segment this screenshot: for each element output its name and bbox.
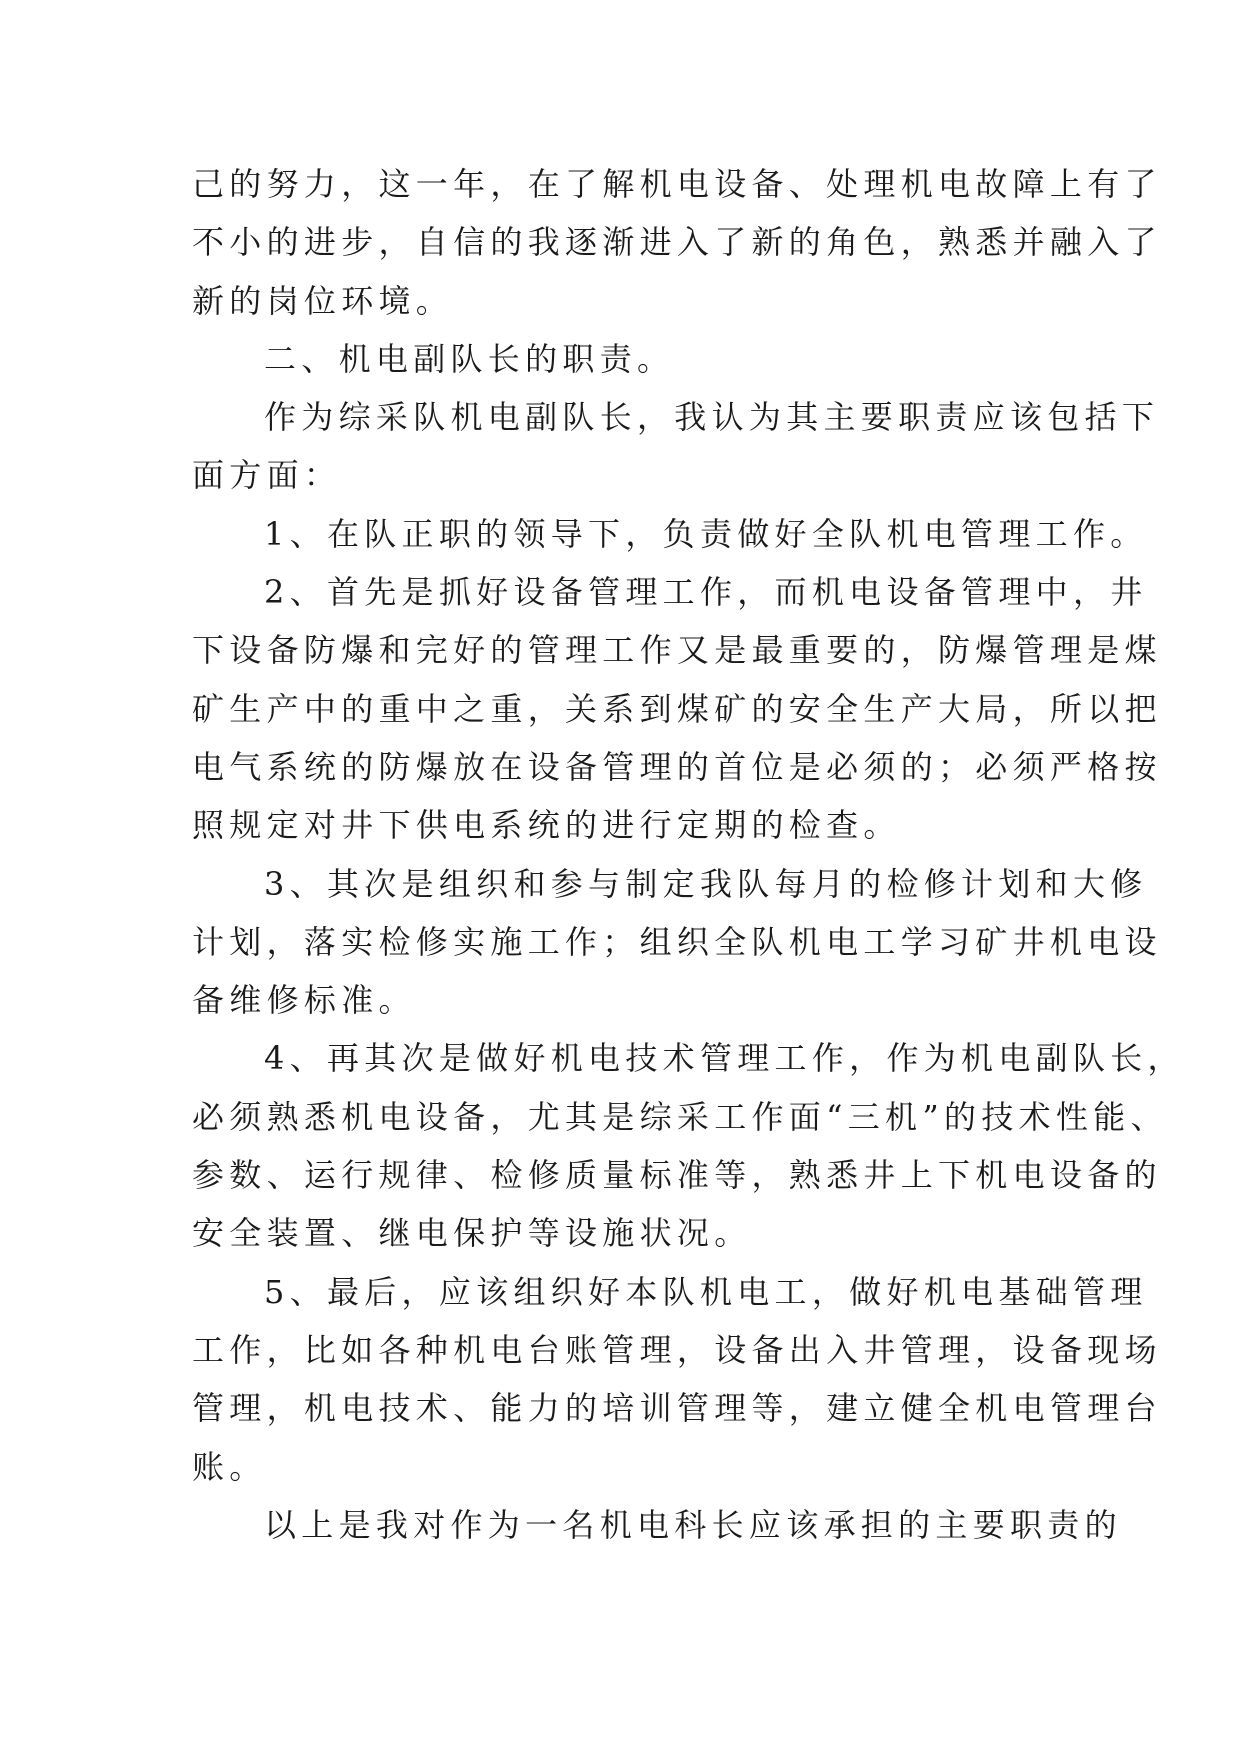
text-line: 安全装置、继电保护等设施状况。 <box>192 1214 752 1253</box>
text-line: 下设备防爆和完好的管理工作又是最重要的，防爆管理是煤 <box>192 631 1162 670</box>
text-line: 矿生产中的重中之重，关系到煤矿的安全生产大局，所以把 <box>192 689 1162 728</box>
text-line: 不小的进步，自信的我逐渐进入了新的角色，熟悉并融入了 <box>192 223 1162 262</box>
list-item: 4、再其次是做好机电技术管理工作，作为机电副队长， <box>264 1039 1185 1078</box>
text-line: 参数、运行规律、检修质量标准等，熟悉井上下机电设备的 <box>192 1156 1162 1195</box>
text-line: 工作，比如各种机电台账管理，设备出入井管理，设备现场 <box>192 1330 1162 1369</box>
text-line: 己的努力，这一年，在了解机电设备、处理机电故障上有了 <box>192 165 1162 203</box>
text-line: 必须熟悉机电设备，尤其是综采工作面“三机”的技术性能、 <box>192 1097 1168 1136</box>
text-line: 新的岗位环境。 <box>192 281 454 320</box>
text-line: 照规定对井下供电系统的进行定期的检查。 <box>192 806 901 845</box>
document-body <box>192 155 1185 1554</box>
text-line: 管理，机电技术、能力的培训管理等，建立健全机电管理台 <box>192 1389 1162 1428</box>
text-line: 计划，落实检修实施工作；组织全队机电工学习矿井机电设 <box>192 922 1162 961</box>
list-item: 5、最后，应该组织好本队机电工，做好机电基础管理 <box>264 1272 1148 1311</box>
list-item: 2、首先是抓好设备管理工作，而机电设备管理中，井 <box>264 573 1148 612</box>
text-line: 面方面： <box>192 456 342 495</box>
text-line: 作为综采队机电副队长，我认为其主要职责应该包括下 <box>264 398 1160 437</box>
text-line: 以上是我对作为一名机电科长应该承担的主要职责的 <box>264 1505 1122 1544</box>
section-heading: 二、机电副队长的职责。 <box>264 339 675 378</box>
text-line: 备维修标准。 <box>192 981 416 1020</box>
text-line: 账。 <box>192 1447 267 1486</box>
text-line: 电气系统的防爆放在设备管理的首位是必须的；必须严格按 <box>192 747 1162 786</box>
list-item: 1、在队正职的领导下，负责做好全队机电管理工作。 <box>264 514 1148 553</box>
list-item: 3、其次是组织和参与制定我队每月的检修计划和大修 <box>264 864 1148 903</box>
